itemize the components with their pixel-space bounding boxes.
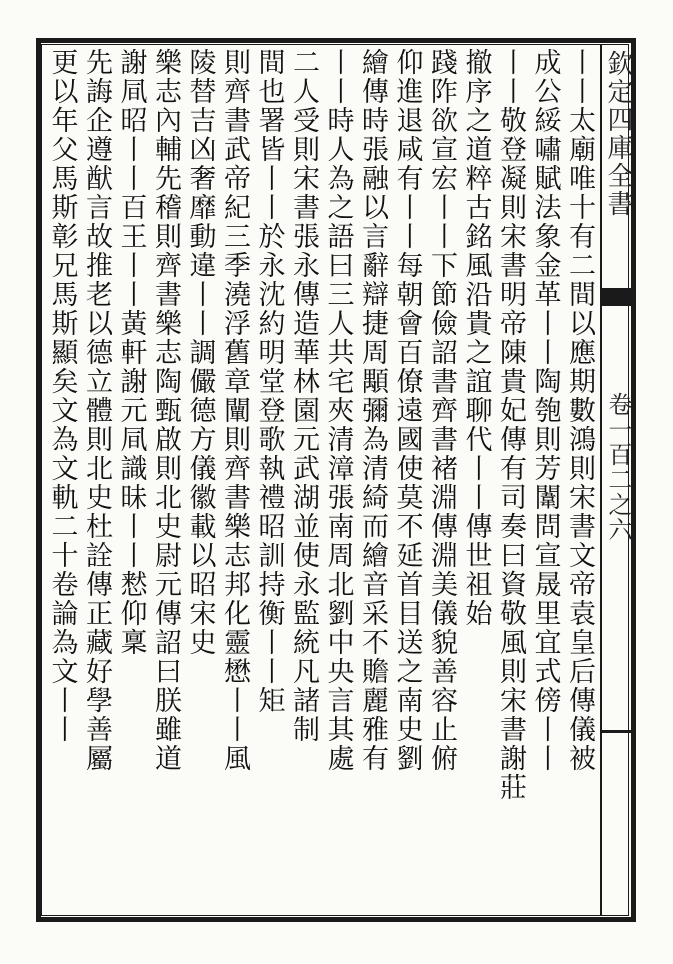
- text-column: 丨丨太廟唯十有二間以應期數鴻則宋書文帝袁皇后傳儀被: [564, 48, 595, 773]
- fishtail-mark-bottom: [600, 730, 634, 733]
- fishtail-mark: [600, 288, 634, 306]
- text-column: 撤序之道粹古銘風沿貴之誼聊代丨丨傳世祖始: [460, 48, 492, 628]
- text-column: 二人受則宋書張永傳造華林園元武湖並使永監統凡諸制: [288, 48, 319, 744]
- text-column: 先誨企遵猷言故推老以德立體則北史杜詮傳正藏好學善屬: [81, 48, 112, 773]
- text-column: 更以年父馬斯彰兄馬斯顯矣文為文軌二十卷論為文丨丨: [46, 48, 78, 744]
- text-column: 謝凬昭丨丨百王丨丨黃軒謝元凬識昧丨丨慭仰稟: [115, 48, 147, 657]
- text-columns: [46, 48, 598, 912]
- text-column: 丨丨時人為之語曰三人共宅夾清漳張南周北劉中央言其處: [322, 48, 354, 773]
- text-column: 成公綏嘯賦法象金革丨丨陶匏則芳闈問宣晟里宜式傍丨丨: [529, 48, 561, 773]
- text-column: 則齊書武帝紀三季澆浮舊章闡則齊書樂志邦化靈懋丨丨風: [219, 48, 250, 773]
- text-column: 樂志內輔先稽則齊書樂志陶甄啟則北史尉元傳詔曰朕雖道: [150, 48, 181, 773]
- text-column: 繪傳時張融以言辭辯捷周顒彌為清綺而繪音采不贍麗雅有: [357, 48, 388, 773]
- text-column: 間也署皆丨丨於永沈約明堂登歌執禮昭訓持衡丨丨矩: [253, 48, 285, 715]
- header-juan-number: 卷一百二之六: [604, 392, 632, 542]
- text-column: 踐阼欲宣宏丨丨下節儉詔書齊書褚淵傳淵美儀貌善容止俯: [426, 48, 457, 773]
- text-column: 丨丨敬登凝則宋書明帝陳貴妃傳有司奏曰資敬風則宋書謝莊: [495, 48, 526, 802]
- text-column: 陵替吉凶奢靡動違丨丨調儼德方儀徽載以昭宋史: [184, 48, 216, 657]
- header-title: 欽定四庫全書: [603, 50, 633, 218]
- text-column: 仰進退咸有丨丨每朝會百僚遠國使莫不延首目送之南史劉: [391, 48, 423, 773]
